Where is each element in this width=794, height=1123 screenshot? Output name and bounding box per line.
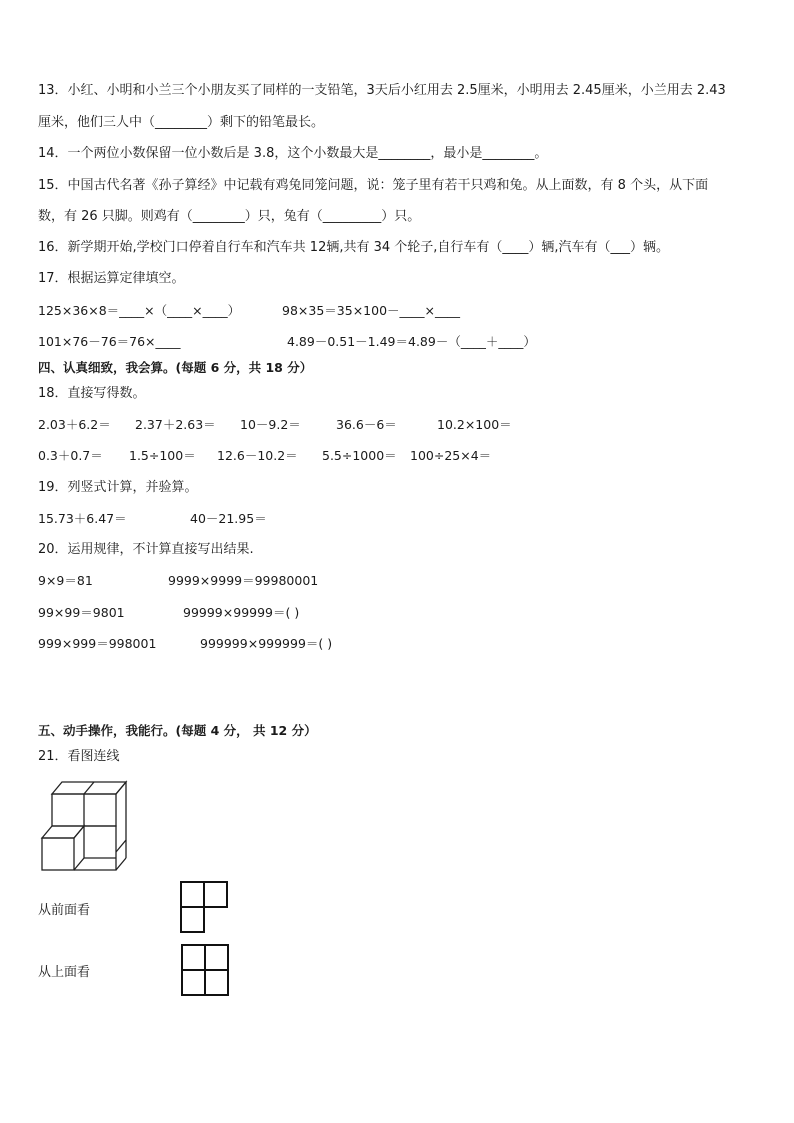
q18-r1-c5: 10.2×100＝ [437,417,512,432]
q20-r3-right: 999999×999999＝( ) [200,636,333,651]
q20-r1-right: 9999×9999＝99980001 [168,573,319,588]
q17-title: 17．根据运算定律填空。 [38,271,185,286]
q20-r3-left: 999×999＝998001 [38,636,157,651]
section5-heading: 五、动手操作，我能行。(每题 4 分， 共 12 分） [38,723,317,738]
q19-title: 19．列竖式计算，并验算。 [38,480,198,495]
label-front-view: 从前面看 [38,903,91,918]
q19-item-1: 15.73＋6.47＝ [38,511,127,526]
q17-item-d: 4.89－0.51－1.49＝4.89－（____＋____） [287,334,536,349]
q18-r1-c3: 10－9.2＝ [240,417,301,432]
q17-item-b: 98×35＝35×100－____×____ [282,303,460,318]
q18-r2-c3: 12.6－10.2＝ [217,448,298,463]
q14-text: 14．一个两位小数保留一位小数后是 3.8，这个小数最大是________，最小是________。 [38,146,548,161]
q13-line1: 13．小红、小明和小兰三个小朋友买了同样的一支铅笔，3天后小红用去 2.5厘米，小明用去 2.45厘米，小兰用去 2.43 [38,83,726,98]
q16-text: 16．新学期开始,学校门口停着自行车和汽车共 12辆,共有 34 个轮子,自行车有（____）辆,汽车有（___）辆。 [38,240,670,255]
cube-stack-figure [40,778,130,873]
q15-line1: 15．中国古代名著《孙子算经》中记载有鸡兔同笼问题，说：笼子里有若干只鸡和兔。从上面数，有 8 个头，从下面 [38,178,709,193]
q18-r1-c2: 2.37＋2.63＝ [135,417,216,432]
label-top-view: 从上面看 [38,965,91,980]
q17-item-a: 125×36×8＝____×（____×____） [38,303,241,318]
q18-r2-c1: 0.3＋0.7＝ [38,448,103,463]
section4-heading: 四、认真细致，我会算。(每题 6 分，共 18 分） [38,360,313,375]
q20-title: 20．运用规律，不计算直接写出结果. [38,542,254,557]
q21-title: 21．看图连线 [38,749,120,764]
q13-line2: 厘米，他们三人中（________）剩下的铅笔最长。 [38,115,325,130]
q17-item-c: 101×76－76＝76×____ [38,334,181,349]
q20-r2-left: 99×99＝9801 [38,605,125,620]
q18-title: 18．直接写得数。 [38,386,146,401]
q18-r1-c1: 2.03＋6.2＝ [38,417,111,432]
q18-r2-c4: 5.5÷1000＝ [322,448,397,463]
q18-r2-c5: 100÷25×4＝ [410,448,492,463]
top-view-diagram[interactable] [181,944,229,996]
q20-r2-right: 99999×99999＝( ) [183,605,300,620]
q18-r1-c4: 36.6－6＝ [336,417,397,432]
q20-r1-left: 9×9＝81 [38,573,93,588]
front-view-diagram[interactable] [180,881,228,933]
q15-line2: 数，有 26 只脚。则鸡有（________）只，兔有（_________）只。 [38,209,421,224]
q18-r2-c2: 1.5÷100＝ [129,448,196,463]
q19-item-2: 40－21.95＝ [190,511,267,526]
